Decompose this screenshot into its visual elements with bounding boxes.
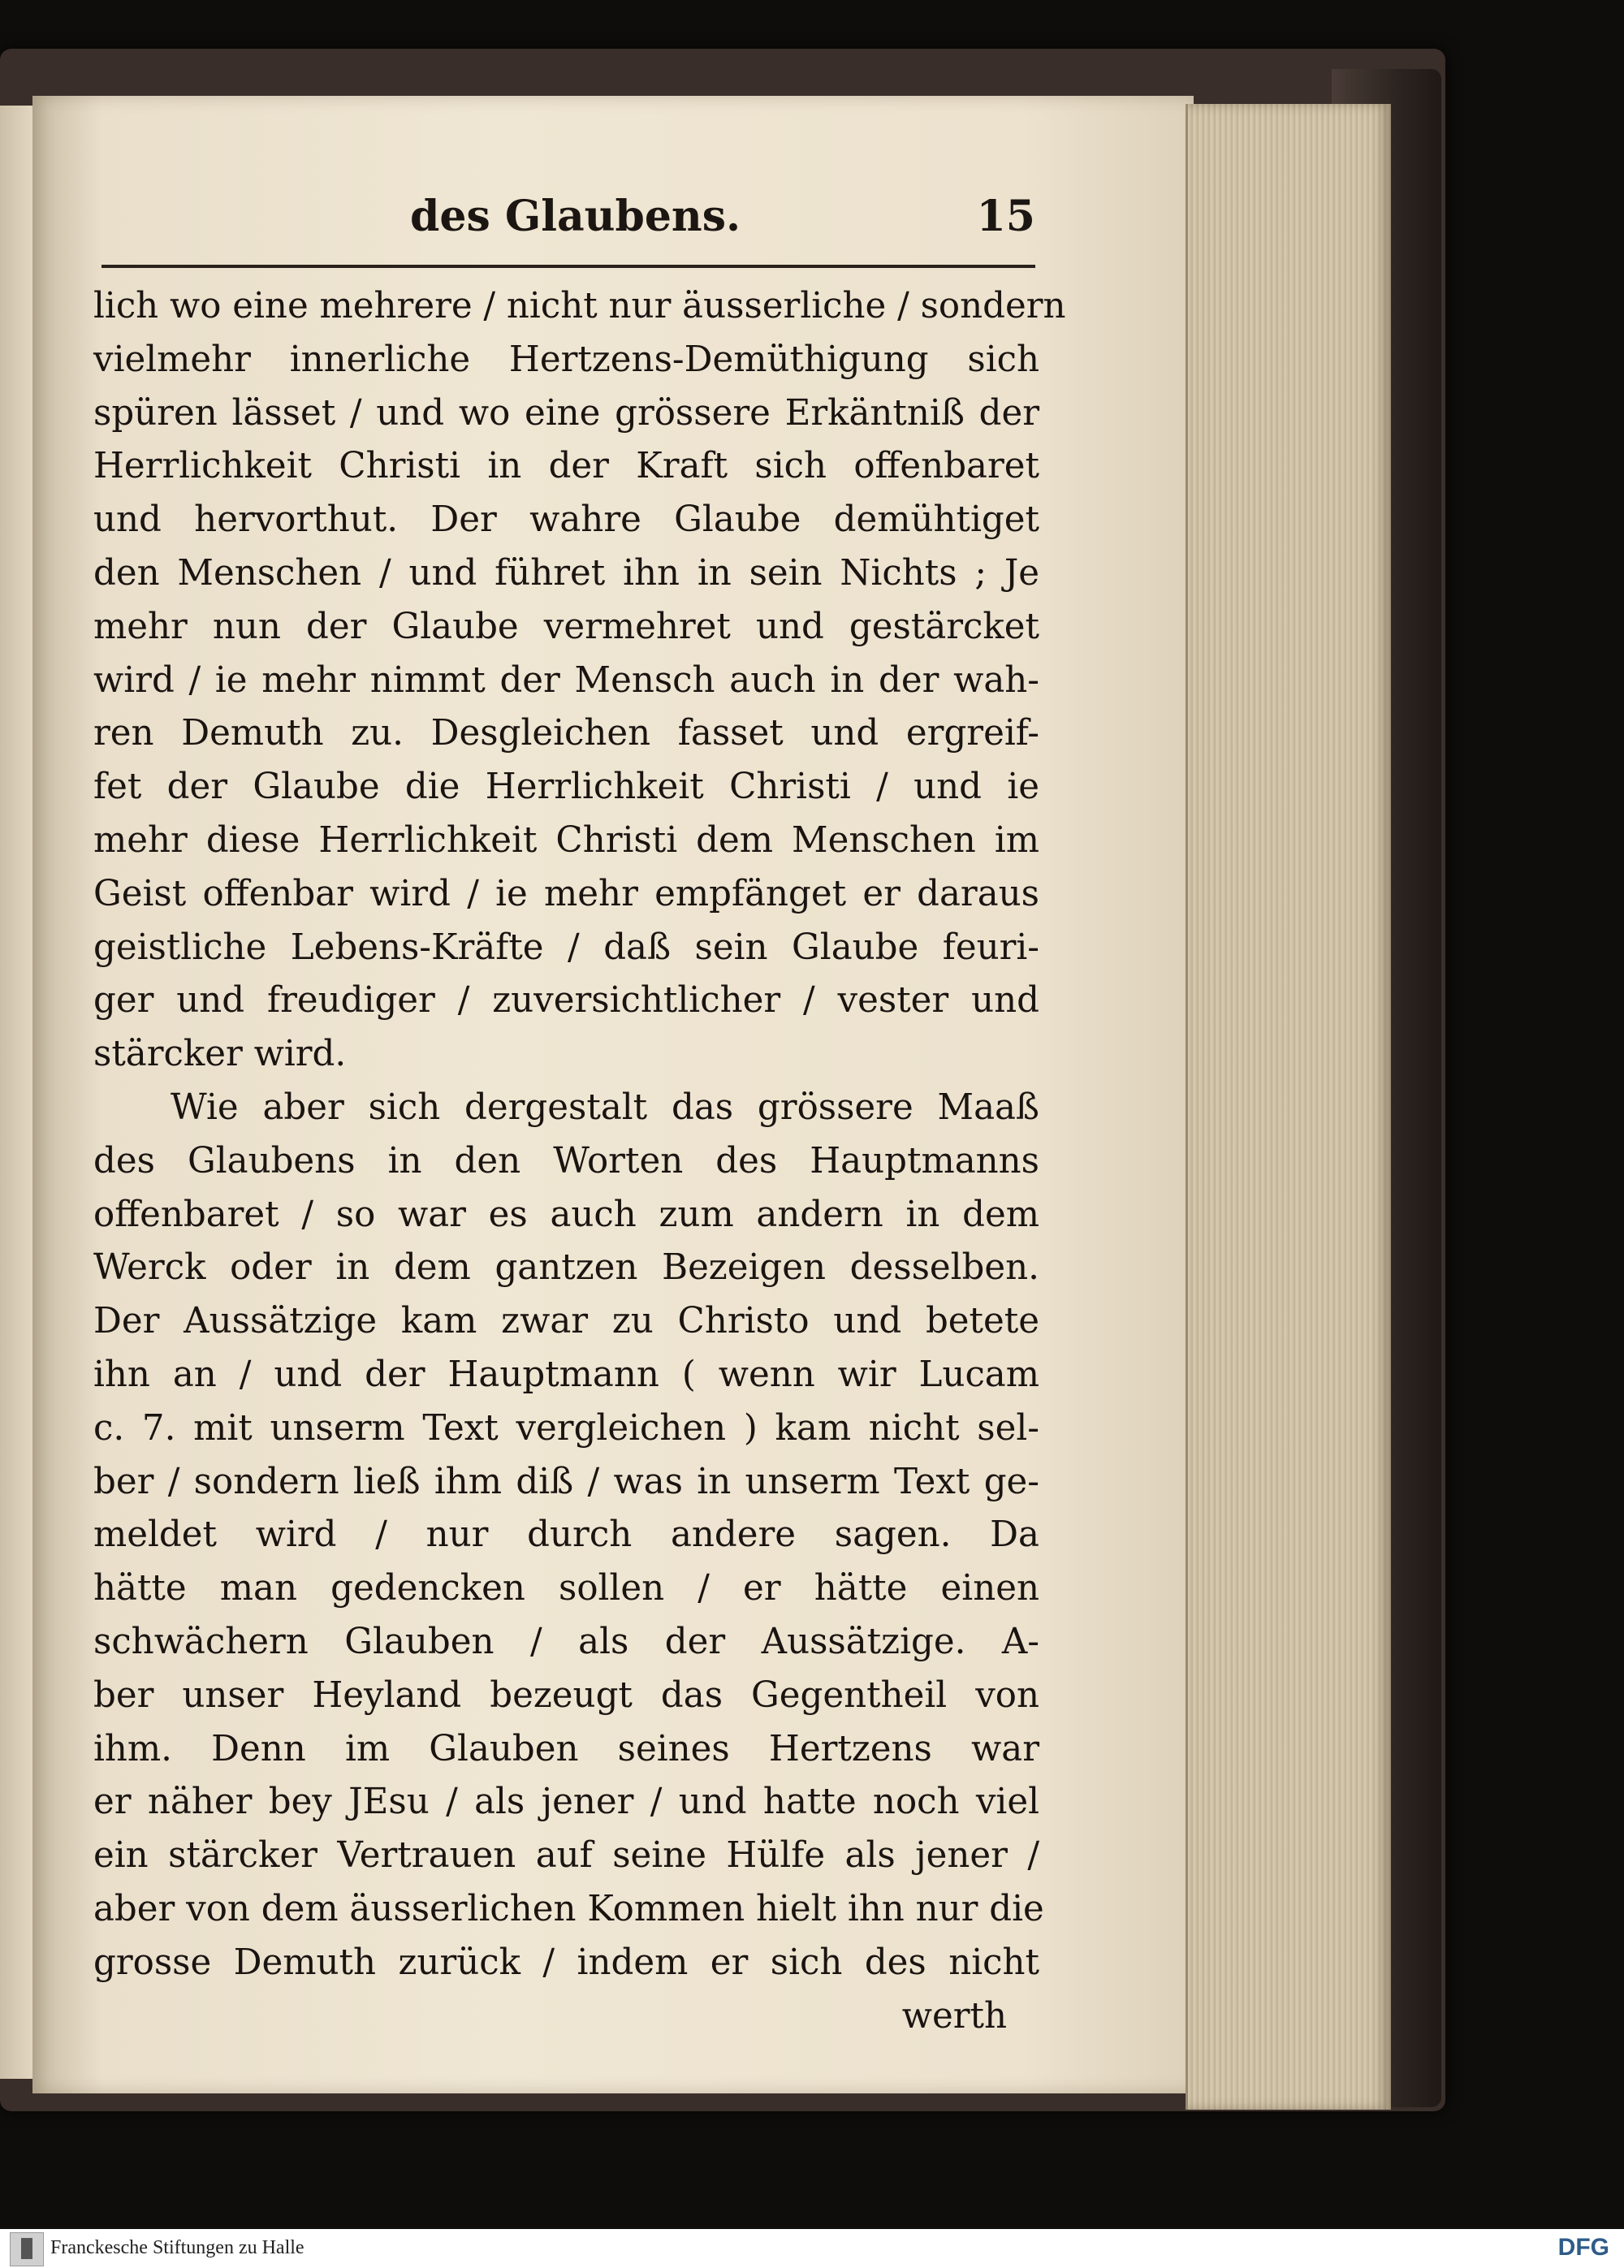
text-line: spüren lässet / und wo eine grössere Erkäntniß der	[93, 392, 1039, 434]
text-line: er näher bey JEsu / als jener / und hatte noch viel	[93, 1782, 1039, 1823]
text-line: Werck oder in dem gantzen Bezeigen desselben.	[93, 1247, 1039, 1289]
text-line: schwächern Glauben / als der Aussätzige. A-	[93, 1621, 1039, 1662]
institution-name: Franckesche Stiftungen zu Halle	[50, 2237, 304, 2258]
text-line: ihm. Denn im Glauben seines Hertzens war	[93, 1728, 1039, 1769]
text-line: grosse Demuth zurück / indem er sich des nicht	[93, 1942, 1039, 1983]
text-line: lich wo eine mehrere / nicht nur äusserliche / sondern	[93, 286, 1066, 326]
body-text	[93, 280, 1066, 2043]
text-line: Wie aber sich dergestalt das grössere Maaß	[171, 1086, 1039, 1128]
footer-bar	[0, 2229, 1624, 2268]
text-line: offenbaret / so war es auch zum andern in dem	[93, 1194, 1039, 1235]
text-line: ren Demuth zu. Desgleichen fasset und ergreif-	[93, 713, 1039, 754]
text-line: den Menschen / und führet ihn in sein Nichts ; Je	[93, 552, 1039, 594]
text-line: ihn an / und der Hauptmann ( wenn wir Lucam	[93, 1354, 1039, 1395]
page-number: 15	[976, 192, 1035, 241]
page-edges	[1186, 104, 1391, 2110]
text-line: Geist offenbar wird / ie mehr empfänget er daraus	[93, 873, 1039, 914]
page-header	[102, 187, 1035, 244]
text-line: geistliche Lebens-Kräfte / daß sein Glaube feuri-	[93, 927, 1039, 968]
facing-page-edge	[0, 106, 36, 2079]
text-line: vielmehr innerliche Hertzens-Demüthigung sich	[93, 339, 1039, 380]
text-line: c. 7. mit unserm Text vergleichen ) kam nicht sel-	[93, 1407, 1039, 1449]
text-line: stärcker wird.	[93, 1034, 347, 1075]
text-line: ber / sondern ließ ihm diß / was in unserm Text ge-	[93, 1461, 1039, 1502]
running-title: des Glaubens.	[410, 192, 741, 241]
text-line: aber von dem äusserlichen Kommen hielt ihn nur die	[93, 1888, 1044, 1929]
text-line: mehr nun der Glaube vermehret und gestärcket	[93, 606, 1039, 647]
institution-logo-icon	[10, 2232, 44, 2266]
text-line: Herrlichkeit Christi in der Kraft sich offenbaret	[93, 446, 1039, 487]
text-line: ein stärcker Vertrauen auf seine Hülfe als jener /	[93, 1835, 1039, 1877]
text-line: fet der Glaube die Herrlichkeit Christi / und ie	[93, 767, 1039, 808]
text-line: mehr diese Herrlichkeit Christi dem Menschen im	[93, 819, 1039, 861]
text-line: hätte man gedencken sollen / er hätte einen	[93, 1568, 1039, 1609]
catchword: werth	[901, 1995, 1007, 2037]
text-line: Der Aussätzige kam zwar zu Christo und betete	[93, 1301, 1039, 1342]
text-line: wird / ie mehr nimmt der Mensch auch in der wah-	[93, 659, 1039, 701]
text-line: meldet wird / nur durch andere sagen. Da	[93, 1514, 1039, 1556]
text-line: des Glaubens in den Worten des Hauptmanns	[93, 1140, 1039, 1182]
text-line: ger und freudiger / zuversichtlicher / vester und	[93, 980, 1039, 1022]
text-line: ber unser Heyland bezeugt das Gegentheil von	[93, 1674, 1039, 1716]
header-rule	[102, 265, 1035, 268]
dfg-logo: DFG	[1557, 2234, 1609, 2261]
text-line: und hervorthut. Der wahre Glaube demühtiget	[93, 499, 1039, 541]
